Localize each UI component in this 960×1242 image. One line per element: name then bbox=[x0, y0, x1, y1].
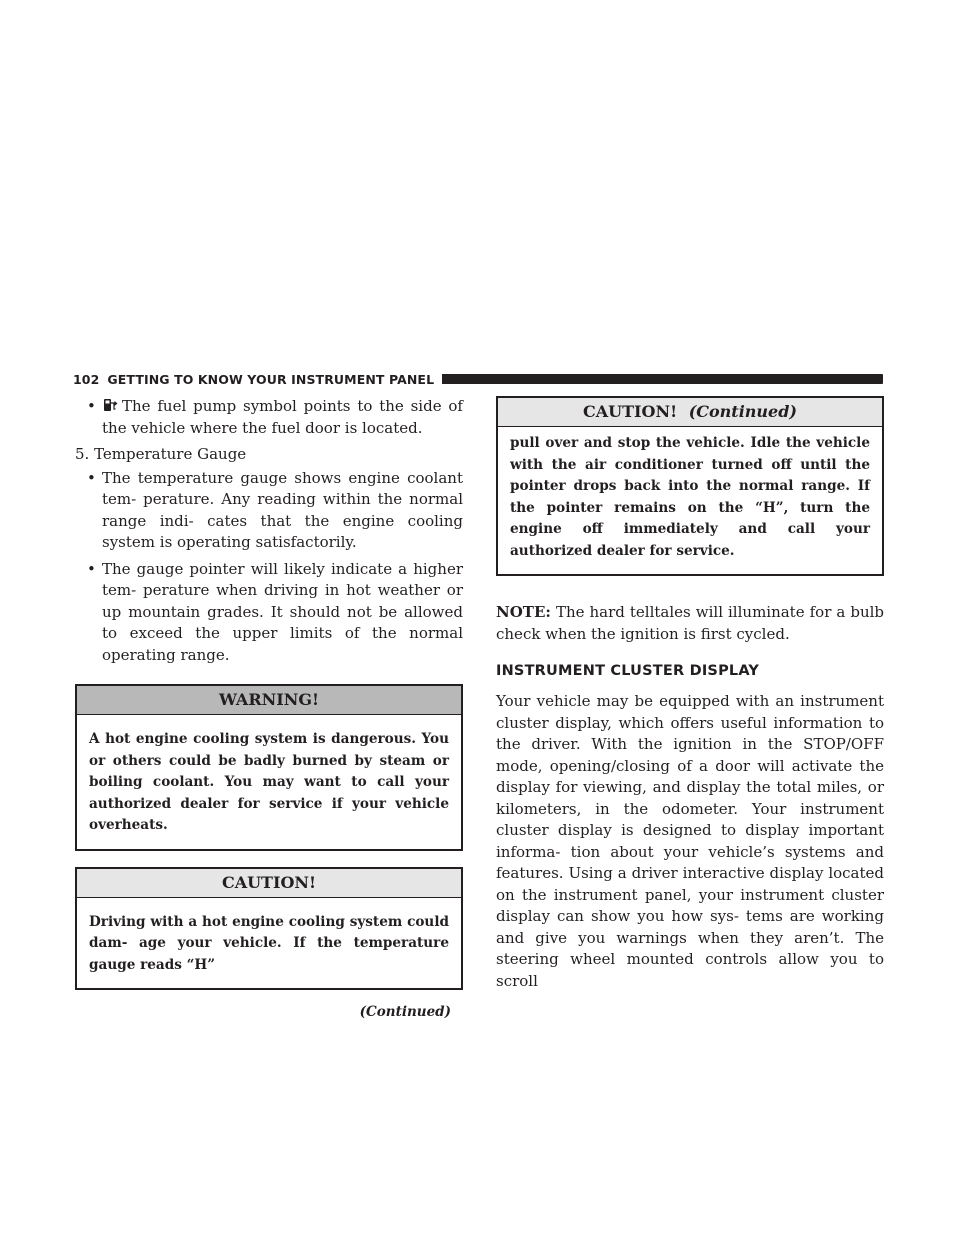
left-column bbox=[75, 396, 463, 1020]
bullet-text: The temperature gauge shows engine coolant tem- perature. Any reading within the normal range indi- cates that the engine cooling system is operating satisfactorily. bbox=[102, 468, 463, 551]
chapter-title: GETTING TO KNOW YOUR INSTRUMENT PANEL bbox=[107, 371, 435, 387]
section-heading: INSTRUMENT CLUSTER DISPLAY bbox=[496, 663, 760, 679]
caution-title-text: CAUTION! bbox=[583, 402, 678, 421]
note-paragraph bbox=[496, 602, 884, 645]
caution-text: Driving with a hot engine cooling system could dam- age your vehicle. If the temperature gauge reads “H” bbox=[89, 913, 449, 973]
page-number: 102 bbox=[73, 371, 100, 387]
warning-box bbox=[75, 684, 463, 851]
continued-label: (Continued) bbox=[359, 1004, 451, 1020]
fuel-door-text: The fuel pump symbol points to the side of the vehicle where the fuel door is located. bbox=[102, 397, 463, 437]
warning-text: A hot engine cooling system is dangerous. You or others could be badly burned by steam or boiling coolant. You may want to call your authorized dealer for service if your vehicle overheats. bbox=[89, 731, 449, 833]
bullet-dot: • bbox=[87, 397, 96, 415]
list-item bbox=[75, 468, 463, 554]
warning-title: WARNING! bbox=[77, 686, 461, 715]
caution-continued-text: pull over and stop the vehicle. Idle the vehicle with the air conditioner turned off until the pointer drops back into the normal range. If the pointer remains on the “H”, turn the engine off immediately and call your authorized dealer for service. bbox=[510, 435, 870, 559]
page-header bbox=[73, 370, 883, 388]
list-item bbox=[75, 559, 463, 667]
bullet-text: The gauge pointer will likely indicate a higher tem- perature when driving in hot weather or up mountain grades. It should not be allowed to exceed the upper limits of the normal operating range. bbox=[102, 559, 463, 664]
caution-continued-box bbox=[496, 396, 884, 576]
caution-title: CAUTION! bbox=[77, 869, 461, 898]
caution-box bbox=[75, 867, 463, 991]
note-label: NOTE: bbox=[496, 603, 551, 621]
instrument-cluster-paragraph: Your vehicle may be equipped with an instrument cluster display, which offers useful information to the driver. With the ignition in the STOP/OFF mode, opening/closing of a door will activate the display for viewing, and display the total miles, or kilometers, in the odometer. Your instrument cluster display is designed to display important informa- tion about your vehicle’s systems and features. Using a driver interactive display located on the instrument panel, your instrument cluster display can show you how sys- tems are working and give you warnings when they aren’t. The steering wheel mounted controls allow you to scroll bbox=[496, 692, 884, 990]
temperature-gauge-heading: 5. Temperature Gauge bbox=[75, 445, 247, 463]
header-rule bbox=[442, 374, 883, 384]
caution-continued-title bbox=[498, 398, 882, 427]
note-text: The hard telltales will illuminate for a bulb check when the ignition is first cycled. bbox=[496, 603, 884, 643]
fuel-pump-icon bbox=[102, 397, 118, 413]
caution-title-suffix: (Continued) bbox=[688, 402, 797, 421]
right-column bbox=[496, 396, 884, 992]
bullet-dot: • bbox=[87, 559, 96, 578]
bullet-dot: • bbox=[87, 468, 96, 487]
fuel-door-bullet bbox=[75, 396, 463, 439]
